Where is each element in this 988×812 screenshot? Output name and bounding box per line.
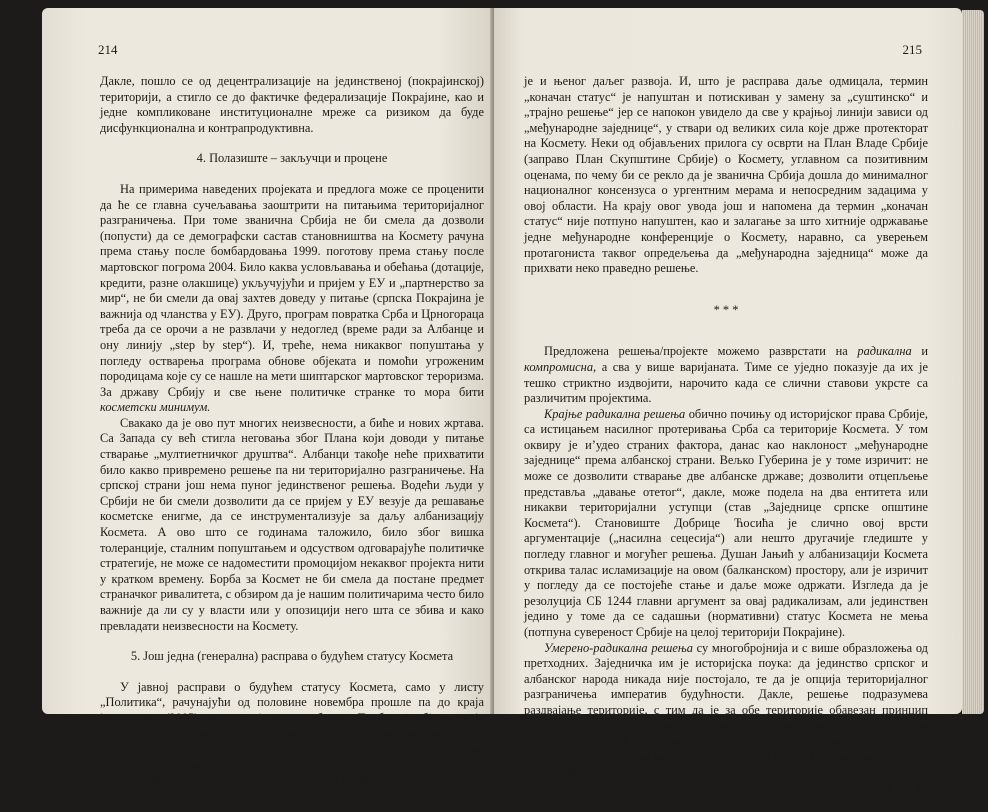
page-number-right: 215 [902,42,922,57]
paragraph-text: су многобројнија и с више образложења од претходних. Заједничка им је историјска поука: да јединство српског и албанског народа никада није постојало, те да је опција територијалног разграничења императив будућности. Дакле, решење подразумева раздвајање територије, с тим да је за обе територије обавезан принцип мултиетничности, који само у таквој ситуацији и може да се оствари (Едисан Манетовић, Милован Радовановић); два територијално раздвојена ентитета по „кипарском моделу“ под окриљем ЕУ (Срђа Трифковић) или по „белгијском моделу“ (Александар Лојпур); територијално разграничење Срба и Албанаца по основу историјског и етничког права, с тим да ти критериј- [524,640,928,811]
page-number-left: 214 [98,42,118,57]
section-heading-5: 5. Још једна (генерална) расправа о будућем статусу Космета [130,649,454,664]
paragraph: Дакле, пошло се од децентрализације на јединственој (покрајинској) територији, а стигло се до фактичке федерализације Покрајине, као и једне компликоване институционалне мреже са ризиком да буде дисфункционална и контрапродуктивна. [100,74,484,135]
paragraph [524,641,928,812]
paragraph [524,344,928,406]
paragraph [100,182,484,416]
emphasis-text: Умерено-радикална решења [544,640,693,655]
paragraph-text: На примерима наведених пројеката и предлога може се проценити да ће се главна сучељавања заоштрити на питањима територијалног разграничења. При томе званична Србија не би смела да дозволи (попусти) да се демографски састав становништва на Космету рачуна према стању после бомбардовања 1999. поготову према стању после мартовског погрома 2004. Било каква условљавања и обећања (дотације, кредити, разне олакшице) укључујући и пријем у ЕУ и „партнерство за мир“, не би смели да овај захтев доведу у питање (српска Покрајина је важнија од чланства у ЕУ). Друго, програм повратка Срба и Црногораца треба да се орочи а не развлачи у недоглед (време ради за Албанце и ону линију „step by step“). И, треће, нема никаквог попуштања у погледу остварења програма обнове објеката и помоћи угроженим породицама које су се нашле на мети шиптарског мартовског тероризма. За државу Србију и све њене политичке странке то мора бити [100,181,484,399]
section-heading-4: 4. Полазиште – закључци и процене [196,151,388,166]
page-edge-stack [962,10,984,714]
paragraph-text: и [911,344,928,359]
right-page-text [524,74,928,812]
paragraph-text: обично почињу од историјског права Србије, са истицањем насилног протеривања Срба са територије Космета. У том оквиру је и’удео страних фактора, данас као наклоност „међународне заједнице“ према албанској страни. Вељко Губерина је у томе изричит: не може се дозволити стварање две албанске државе; дозволити отцепљење представља „давање отетог“, дакле, може подела на два ентитета или никакви територијални уступци (став „Заједнице српске општине Космета“). Становиште Добрице Ћосића је слично овој врсти аргументације („насилна сецесија“) али нешто другачије гледиште у погледу главног и могућег решења. Душан Јањић у албанизацији Космета открива талас исламизације на овом (балканском) простору, али је изричит у погледу да се постојеће стање и даље може одржати. Изгледа да је резолуција СБ 1244 главни аргумент за овај радикализам, али јединствен једино у томе да се садашњи (нормативни) статус Космета не мења (потпуна сувереност Србије на целој територији Покрајине). [524,406,928,639]
left-page-text [100,74,484,789]
paragraph: је и њеног даљег развоја. И, што је расправа даље одмицала, термин „коначан статус“ је напуштан и потискиван у замену за „суштинско“ и „трајно решење“ јер се напокон увидело да све у крајњој линији зависи од „међународне заједнице“, у ствари од великих сила које држе протекторат на Космету. Неки од објављених прилога су осврти на План Владе Србије (заправо План Скупштине Србије) о Космету, углавном са позитивним оценама, по чему би се рекло да је званична Србија дошла до минималног националног консензуса о ургентним мерама и непосредним задацима у овој области. На крају овог увода још и напомена да термин „коначан статус“ није потпуно напуштен, као и залагање за што хитније одржавање једне међународне конференције о Космету, наравно, са уверењем протагониста таквог опредељења да „међународна заједница“ може да прихвати неко праведно решење. [524,74,928,276]
paragraph: Свакако да је ово пут многих неизвесности, а биће и нових жртава. Са Запада су већ стигла неговања због Плана који доводи у питање стварање „мултиетничког друштва“. Албанци такође неће прихватити било какво привремено решење па ни територијално разграничење. На српској страни још нема пуног јединственог решења. Водећи људи у Србији не би смели дозволити да се пријем у ЕУ везује да решавање косметске енигме, да се инструментализује за даљу албанизацију Космета. А ово што се годинама таложило, било због вишка толеранције, сталним попуштањем и одсуством одговарајуће политичке стратегије, не може се надоместити промоцијом некаквог пројекта нити у кратком времену. Борба за Космет не би смела да постане предмет страначког ривалитета, с обзиром да је нашим политичарима често било важније да ли су у власти или у опозицији него шта се збива и како превладати неизвесности на Космету. [100,415,484,633]
paragraph-text: Предложена решења/пројекте можемо разврстати на [544,344,858,359]
paragraph-text: , а сва у више варијаната. Тиме се уједно показује да их је тешко стриктно издвојити, нарочито када се слични ставови укрсте са различитим пројектима. [524,359,928,406]
emphasis-text: косметски минимум. [100,400,211,415]
emphasis-text: радикална [857,344,912,359]
emphasis-text: Крајње радикална решења [544,406,686,421]
right-page [494,8,962,811]
left-page [42,8,492,788]
paragraph: У јавној расправи о будућем статусу Космета, само у листу „Политика“, рачунајући од половине новембра прошле па до краја јануара ове (2005) године, највише у рубрици „Трибина“, објављено је преко педесет прилога, у већини ауторских. Прилози нису били директно полемички него најсажетији предлози и пројекти. Тако смо добили један компендијум српске политичке елите за данас најосетљивије питање државног интегритета Срби- [100,679,484,788]
emphasis-text: компромисна [524,359,594,374]
paragraph [524,407,928,641]
section-separator: * * * [713,302,739,317]
